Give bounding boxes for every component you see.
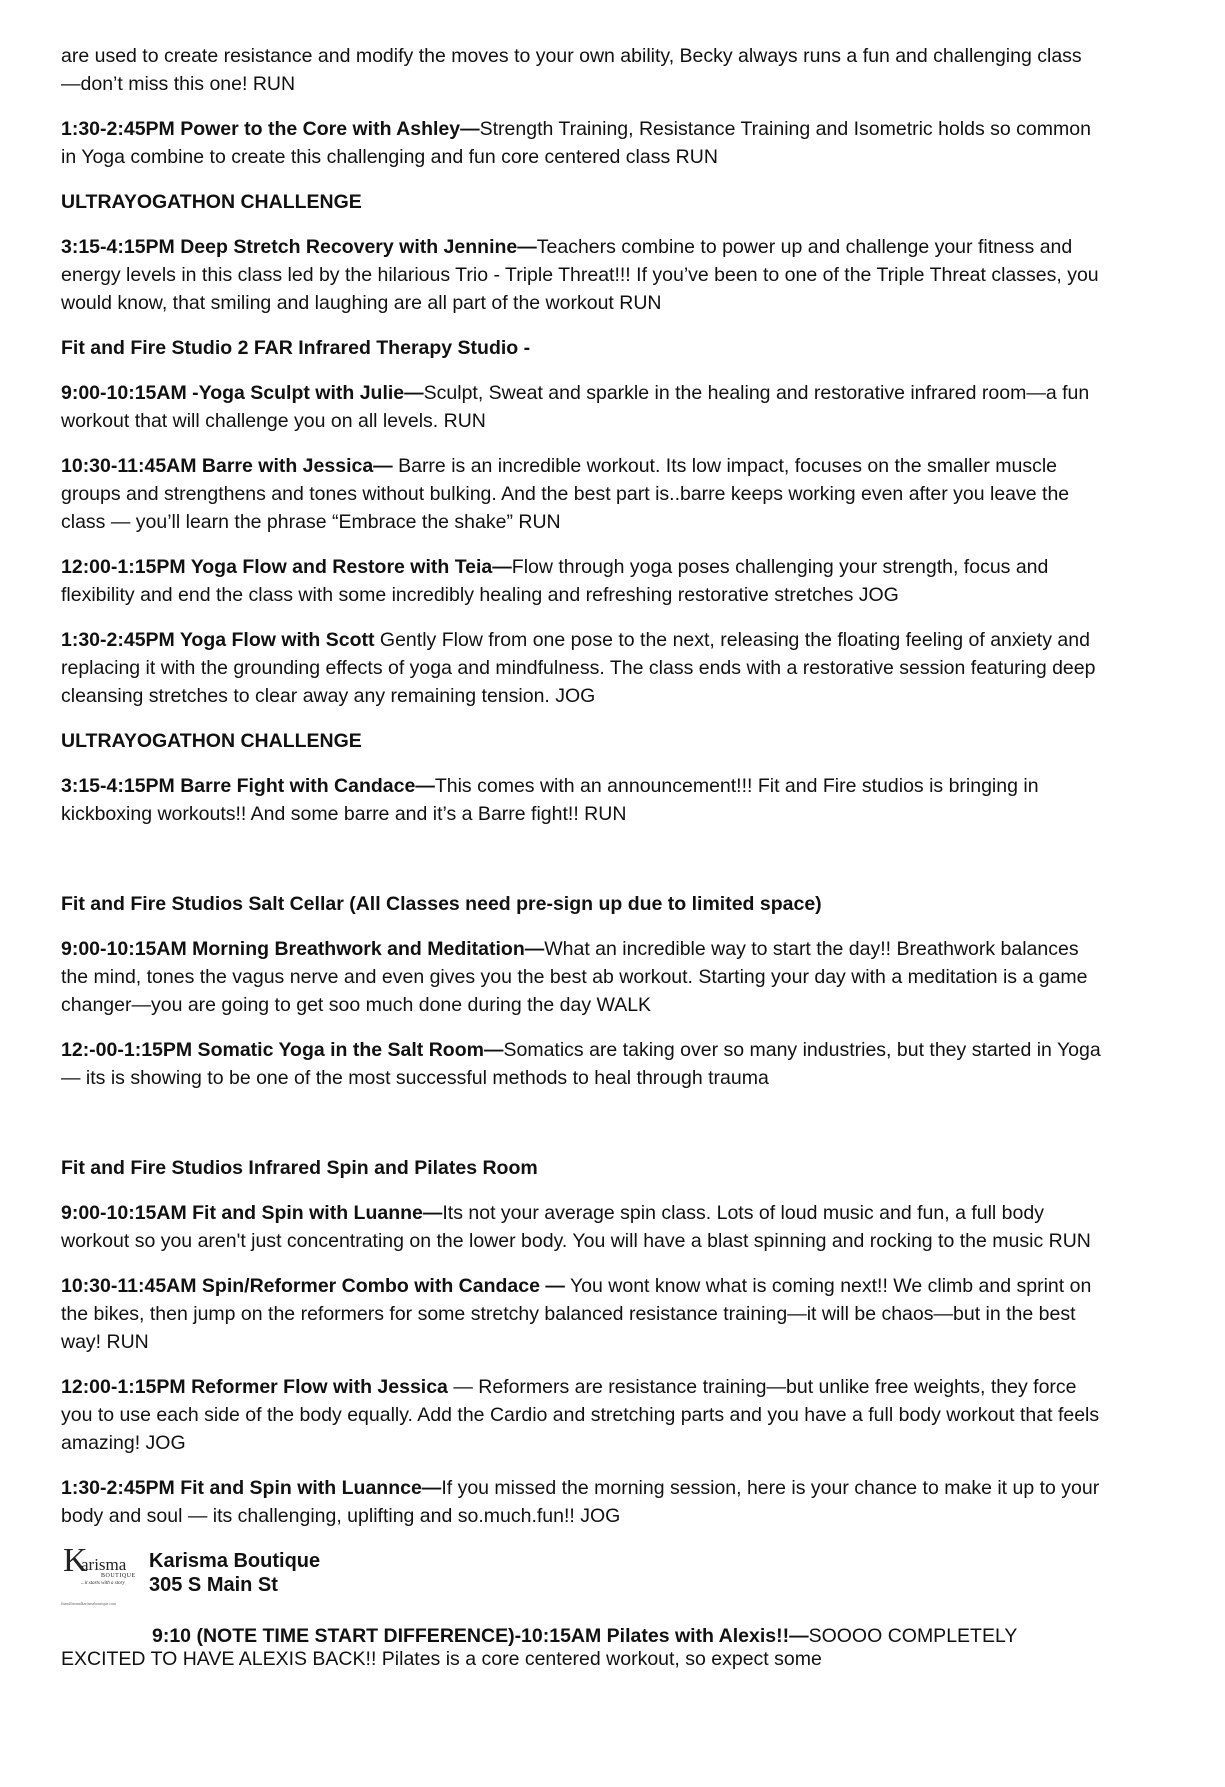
class-title: 12:00-1:15PM Yoga Flow and Restore with Teia— xyxy=(61,556,512,578)
challenge-heading: ULTRAYOGATHON CHALLENGE xyxy=(61,191,362,213)
salt-cellar-heading: Fit and Fire Studios Salt Cellar (All Classes need pre-sign up due to limited space) xyxy=(61,893,822,915)
class-description: Teachers combine to power up and challenge your fitness and energy levels in this class led by the hilarious Trio - Triple Threat!!! If you’ve been to one of the Triple Threat classes, you would know, that smiling and laughing are all part of the workout RUN xyxy=(61,236,1099,314)
spacer xyxy=(61,845,1101,890)
class-title: 3:15-4:15PM Barre Fight with Candace— xyxy=(61,775,435,797)
class-title: 10:30-11:45AM Spin/Reformer Combo with Candace — xyxy=(61,1275,565,1297)
studio2-heading: Fit and Fire Studio 2 FAR Infrared Therapy Studio - xyxy=(61,337,531,359)
class-title: 9:00-10:15AM Fit and Spin with Luanne— xyxy=(61,1202,443,1224)
class-entry xyxy=(61,1474,1101,1530)
class-description: SOOOO COMPLETELY EXCITED TO HAVE ALEXIS BACK!! Pilates is a core centered workout, so expect some xyxy=(61,1625,1018,1670)
class-title: 1:30-2:45PM Power to the Core with Ashley— xyxy=(61,118,480,140)
store-info xyxy=(149,1547,320,1597)
class-title: 10:30-11:45AM Barre with Jessica— xyxy=(61,455,393,477)
class-title: 9:00-10:15AM -Yoga Sculpt with Julie— xyxy=(61,382,424,404)
challenge-heading: ULTRAYOGATHON CHALLENGE xyxy=(61,730,362,752)
store-block xyxy=(61,1542,1101,1611)
class-entry xyxy=(61,1625,1101,1671)
class-entry xyxy=(61,1373,1101,1457)
class-description: Flow through yoga poses challenging your strength, focus and flexibility and end the class with some incredibly healing and refreshing restorative stretches JOG xyxy=(61,556,1049,606)
class-entry xyxy=(61,233,1101,317)
logo-wordmark: arisma xyxy=(81,1555,127,1574)
class-entry xyxy=(61,1036,1101,1092)
spacer xyxy=(61,1109,1101,1154)
class-title: 9:10 (NOTE TIME START DIFFERENCE)-10:15AM Pilates with Alexis!!— xyxy=(152,1625,809,1647)
store-address: 305 S Main St xyxy=(149,1574,278,1596)
class-description: Strength Training, Resistance Training and Isometric holds so common in Yoga combine to create this challenging and fun core centered class RUN xyxy=(61,118,1091,168)
class-entry xyxy=(61,1272,1101,1356)
class-description: If you missed the morning session, here is your chance to make it up to your body and soul — its challenging, uplifting and so.much.fun!! JOG xyxy=(61,1477,1100,1527)
class-description: Somatics are taking over so many industries, but they started in Yoga — its is showing to be one of the most successful methods to heal through trauma xyxy=(61,1039,1101,1089)
class-description: Gently Flow from one pose to the next, releasing the floating feeling of anxiety and replacing it with the grounding effects of yoga and mindfulness. The class ends with a restorative session featuring deep cleansing stretches to clear away any remaining tension. JOG xyxy=(61,629,1096,707)
class-entry xyxy=(61,935,1101,1019)
class-description: Sculpt, Sweat and sparkle in the healing and restorative infrared room—a fun workout that will challenge you on all levels. RUN xyxy=(61,382,1090,432)
karisma-logo xyxy=(61,1542,136,1611)
class-entry xyxy=(61,1199,1101,1255)
class-title: 9:00-10:15AM Morning Breathwork and Meditation— xyxy=(61,938,545,960)
class-entry xyxy=(61,626,1101,710)
logo-subtitle: BOUTIQUE xyxy=(101,1573,136,1579)
class-title: 12:-00-1:15PM Somatic Yoga in the Salt Room— xyxy=(61,1039,504,1061)
logo-url: fitandfireandkarismaboutique.com xyxy=(61,1601,117,1606)
class-entry xyxy=(61,115,1101,171)
schedule-content xyxy=(61,42,1101,1671)
class-entry xyxy=(61,452,1101,536)
class-description: What an incredible way to start the day!! Breathwork balances the mind, tones the vagus nerve and even gives you the best ab workout. Starting your day with a meditation is a game changer—you are going to get soo much done during the day WALK xyxy=(61,938,1088,1016)
logo-tagline: ...it starts with a story xyxy=(81,1581,125,1586)
class-title: 1:30-2:45PM Fit and Spin with Luannce— xyxy=(61,1477,442,1499)
class-description: Barre is an incredible workout. Its low impact, focuses on the smaller muscle groups and strengthens and tones without bulking. And the best part is..barre keeps working even after you leave the class — you’ll learn the phrase “Embrace the shake” RUN xyxy=(61,455,1070,533)
class-description: You wont know what is coming next!! We climb and sprint on the bikes, then jump on the reformers for some stretchy balanced resistance training—it will be chaos—but in the best way! RUN xyxy=(61,1275,1092,1353)
class-description: — Reformers are resistance training—but unlike free weights, they force you to use each side of the body equally. Add the Cardio and stretching parts and you have a full body workout that feels amazing! JOG xyxy=(61,1376,1100,1454)
class-description: Its not your average spin class. Lots of loud music and fun, a full body workout so you aren't just concentrating on the lower body. You will have a blast spinning and rocking to the music RUN xyxy=(61,1202,1091,1252)
class-title: 3:15-4:15PM Deep Stretch Recovery with Jennine— xyxy=(61,236,537,258)
class-description: This comes with an announcement!!! Fit and Fire studios is bringing in kickboxing workouts!! And some barre and it’s a Barre fight!! RUN xyxy=(61,775,1039,825)
class-entry xyxy=(61,772,1101,828)
class-title: 1:30-2:45PM Yoga Flow with Scott xyxy=(61,629,380,651)
logo-letter: K xyxy=(63,1542,88,1579)
store-name: Karisma Boutique xyxy=(149,1550,321,1572)
class-title: 12:00-1:15PM Reformer Flow with Jessica xyxy=(61,1376,448,1398)
class-entry xyxy=(61,553,1101,609)
intro-paragraph: are used to create resistance and modify the moves to your own ability, Becky always runs a fun and challenging class—don’t miss this one! RUN xyxy=(61,45,1082,95)
spin-room-heading: Fit and Fire Studios Infrared Spin and Pilates Room xyxy=(61,1157,538,1179)
class-entry xyxy=(61,379,1101,435)
